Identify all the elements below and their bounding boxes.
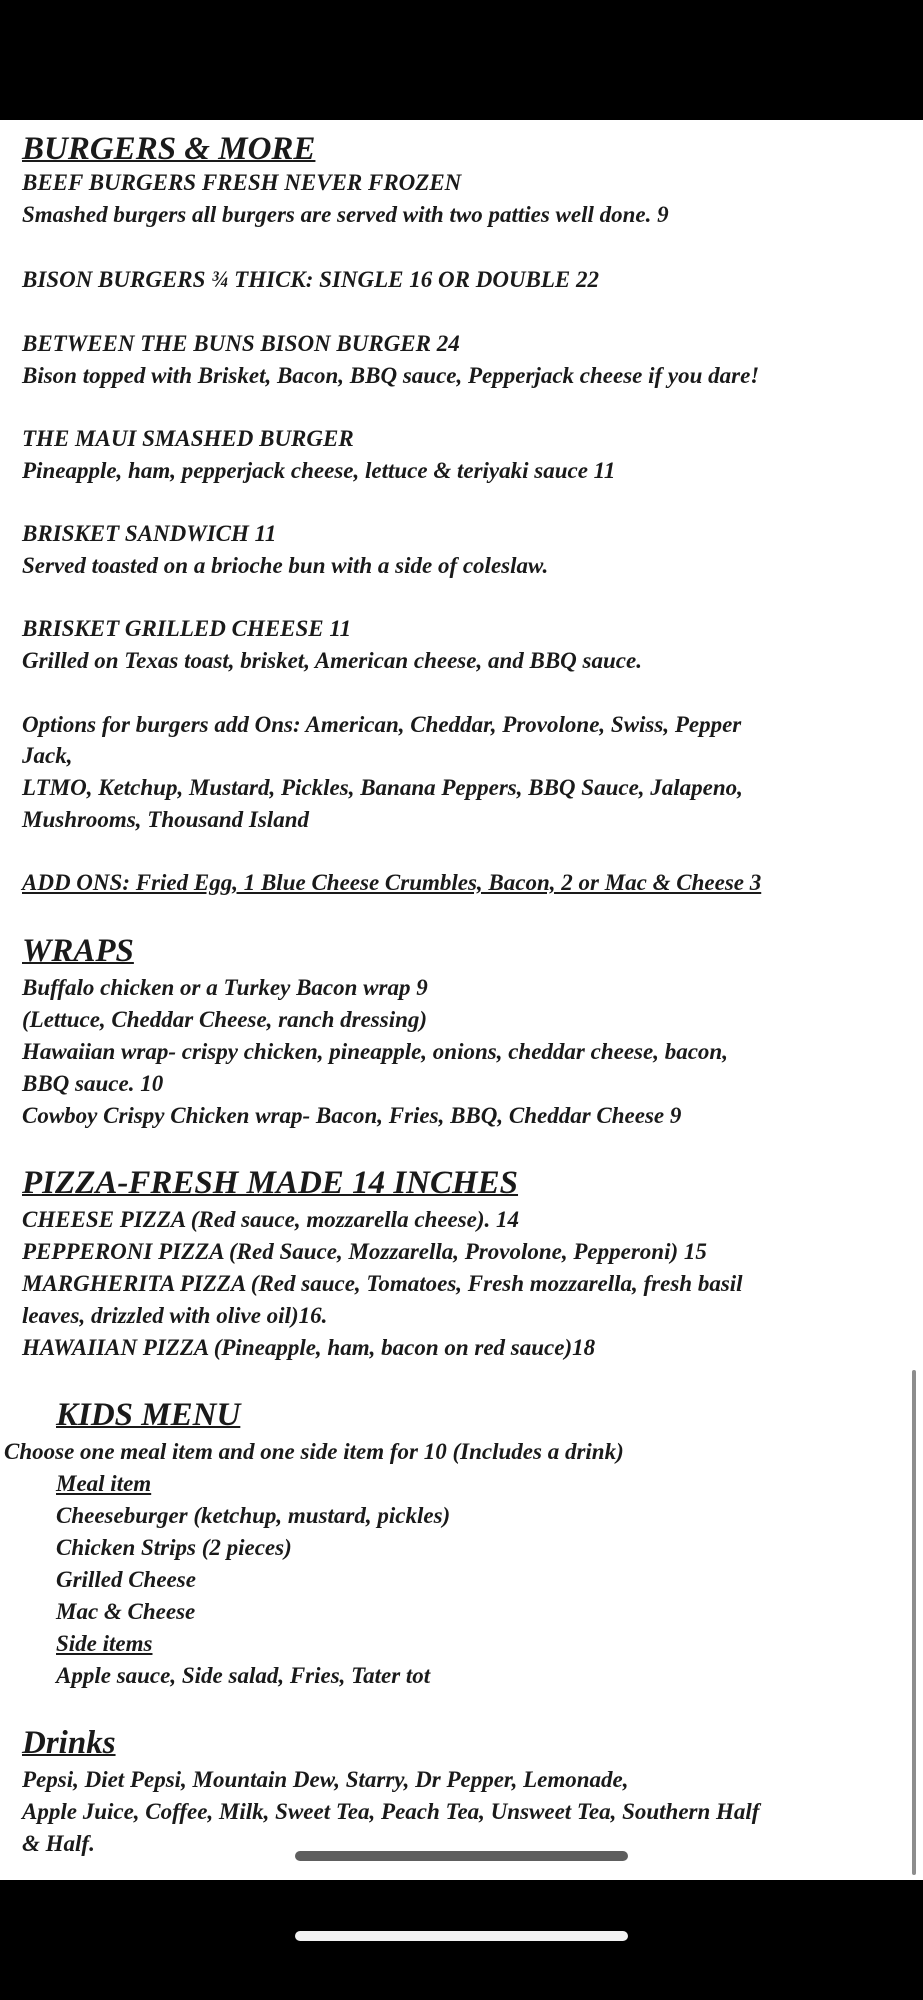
pizza-heading: PIZZA-FRESH MADE 14 INCHES bbox=[22, 1165, 519, 1201]
menu-line: Apple sauce, Side salad, Fries, Tater tot bbox=[56, 1663, 431, 1688]
menu-line: Buffalo chicken or a Turkey Bacon wrap 9 bbox=[22, 975, 428, 1000]
menu-line: Smashed burgers all burgers are served with two patties well done. 9 bbox=[22, 202, 669, 227]
menu-line: CHEESE PIZZA (Red sauce, mozzarella cheese). 14 bbox=[22, 1207, 520, 1232]
menu-line: BETWEEN THE BUNS BISON BURGER 24 bbox=[22, 331, 460, 356]
menu-line: BEEF BURGERS FRESH NEVER FROZEN bbox=[22, 170, 462, 195]
menu-line: Pineapple, ham, pepperjack cheese, lettuce & teriyaki sauce 11 bbox=[22, 458, 616, 483]
menu-line: Mushrooms, Thousand Island bbox=[22, 807, 309, 832]
menu-line: Bison topped with Brisket, Bacon, BBQ sauce, Pepperjack cheese if you dare! bbox=[22, 363, 760, 388]
menu-line: Apple Juice, Coffee, Milk, Sweet Tea, Peach Tea, Unsweet Tea, Southern Half bbox=[22, 1799, 760, 1824]
menu-line: Cowboy Crispy Chicken wrap- Bacon, Fries, BBQ, Cheddar Cheese 9 bbox=[22, 1103, 682, 1128]
menu-line: HAWAIIAN PIZZA (Pineapple, ham, bacon on red sauce)18 bbox=[22, 1335, 596, 1360]
menu-line: Served toasted on a brioche bun with a side of coleslaw. bbox=[22, 553, 549, 578]
vertical-scrollbar[interactable] bbox=[912, 1370, 916, 1875]
home-indicator[interactable] bbox=[295, 1931, 628, 1941]
menu-line: Jack, bbox=[22, 743, 73, 768]
side-items-subheading: Side items bbox=[56, 1631, 153, 1656]
menu-line: BRISKET SANDWICH 11 bbox=[22, 521, 277, 546]
menu-line: LTMO, Ketchup, Mustard, Pickles, Banana Peppers, BBQ Sauce, Jalapeno, bbox=[22, 775, 743, 800]
menu-line: Choose one meal item and one side item for 10 (Includes a drink) bbox=[4, 1439, 624, 1464]
menu-line: leaves, drizzled with olive oil)16. bbox=[22, 1303, 328, 1328]
menu-line: Cheeseburger (ketchup, mustard, pickles) bbox=[56, 1503, 451, 1528]
add-ons-line: ADD ONS: Fried Egg, 1 Blue Cheese Crumbles, Bacon, 2 or Mac & Cheese 3 bbox=[22, 870, 762, 895]
menu-line: BISON BURGERS ¾ THICK: SINGLE 16 OR DOUBLE 22 bbox=[22, 267, 600, 292]
menu-line: Grilled Cheese bbox=[56, 1567, 196, 1592]
menu-line: Chicken Strips (2 pieces) bbox=[56, 1535, 292, 1560]
menu-line: (Lettuce, Cheddar Cheese, ranch dressing) bbox=[22, 1007, 428, 1032]
meal-item-subheading: Meal item bbox=[56, 1471, 152, 1496]
menu-line: Options for burgers add Ons: American, Cheddar, Provolone, Swiss, Pepper bbox=[22, 712, 742, 737]
menu-line: Pepsi, Diet Pepsi, Mountain Dew, Starry, Dr Pepper, Lemonade, bbox=[22, 1767, 629, 1792]
page-indicator-bar bbox=[295, 1851, 628, 1861]
menu-line: BRISKET GRILLED CHEESE 11 bbox=[22, 616, 352, 641]
kids-heading: KIDS MENU bbox=[56, 1397, 241, 1433]
menu-line: PEPPERONI PIZZA (Red Sauce, Mozzarella, Provolone, Pepperoni) 15 bbox=[22, 1239, 707, 1264]
menu-line: Mac & Cheese bbox=[56, 1599, 196, 1624]
menu-line: Grilled on Texas toast, brisket, American cheese, and BBQ sauce. bbox=[22, 648, 642, 673]
menu-line: THE MAUI SMASHED BURGER bbox=[22, 426, 354, 451]
wraps-heading: WRAPS bbox=[22, 933, 134, 969]
drinks-heading: Drinks bbox=[22, 1725, 116, 1761]
menu-line: & Half. bbox=[22, 1831, 95, 1856]
menu-line: BBQ sauce. 10 bbox=[22, 1071, 164, 1096]
menu-line: Hawaiian wrap- crispy chicken, pineapple, onions, cheddar cheese, bacon, bbox=[22, 1039, 728, 1064]
burgers-heading: BURGERS & MORE bbox=[22, 131, 316, 167]
menu-line: MARGHERITA PIZZA (Red sauce, Tomatoes, Fresh mozzarella, fresh basil bbox=[22, 1271, 743, 1296]
